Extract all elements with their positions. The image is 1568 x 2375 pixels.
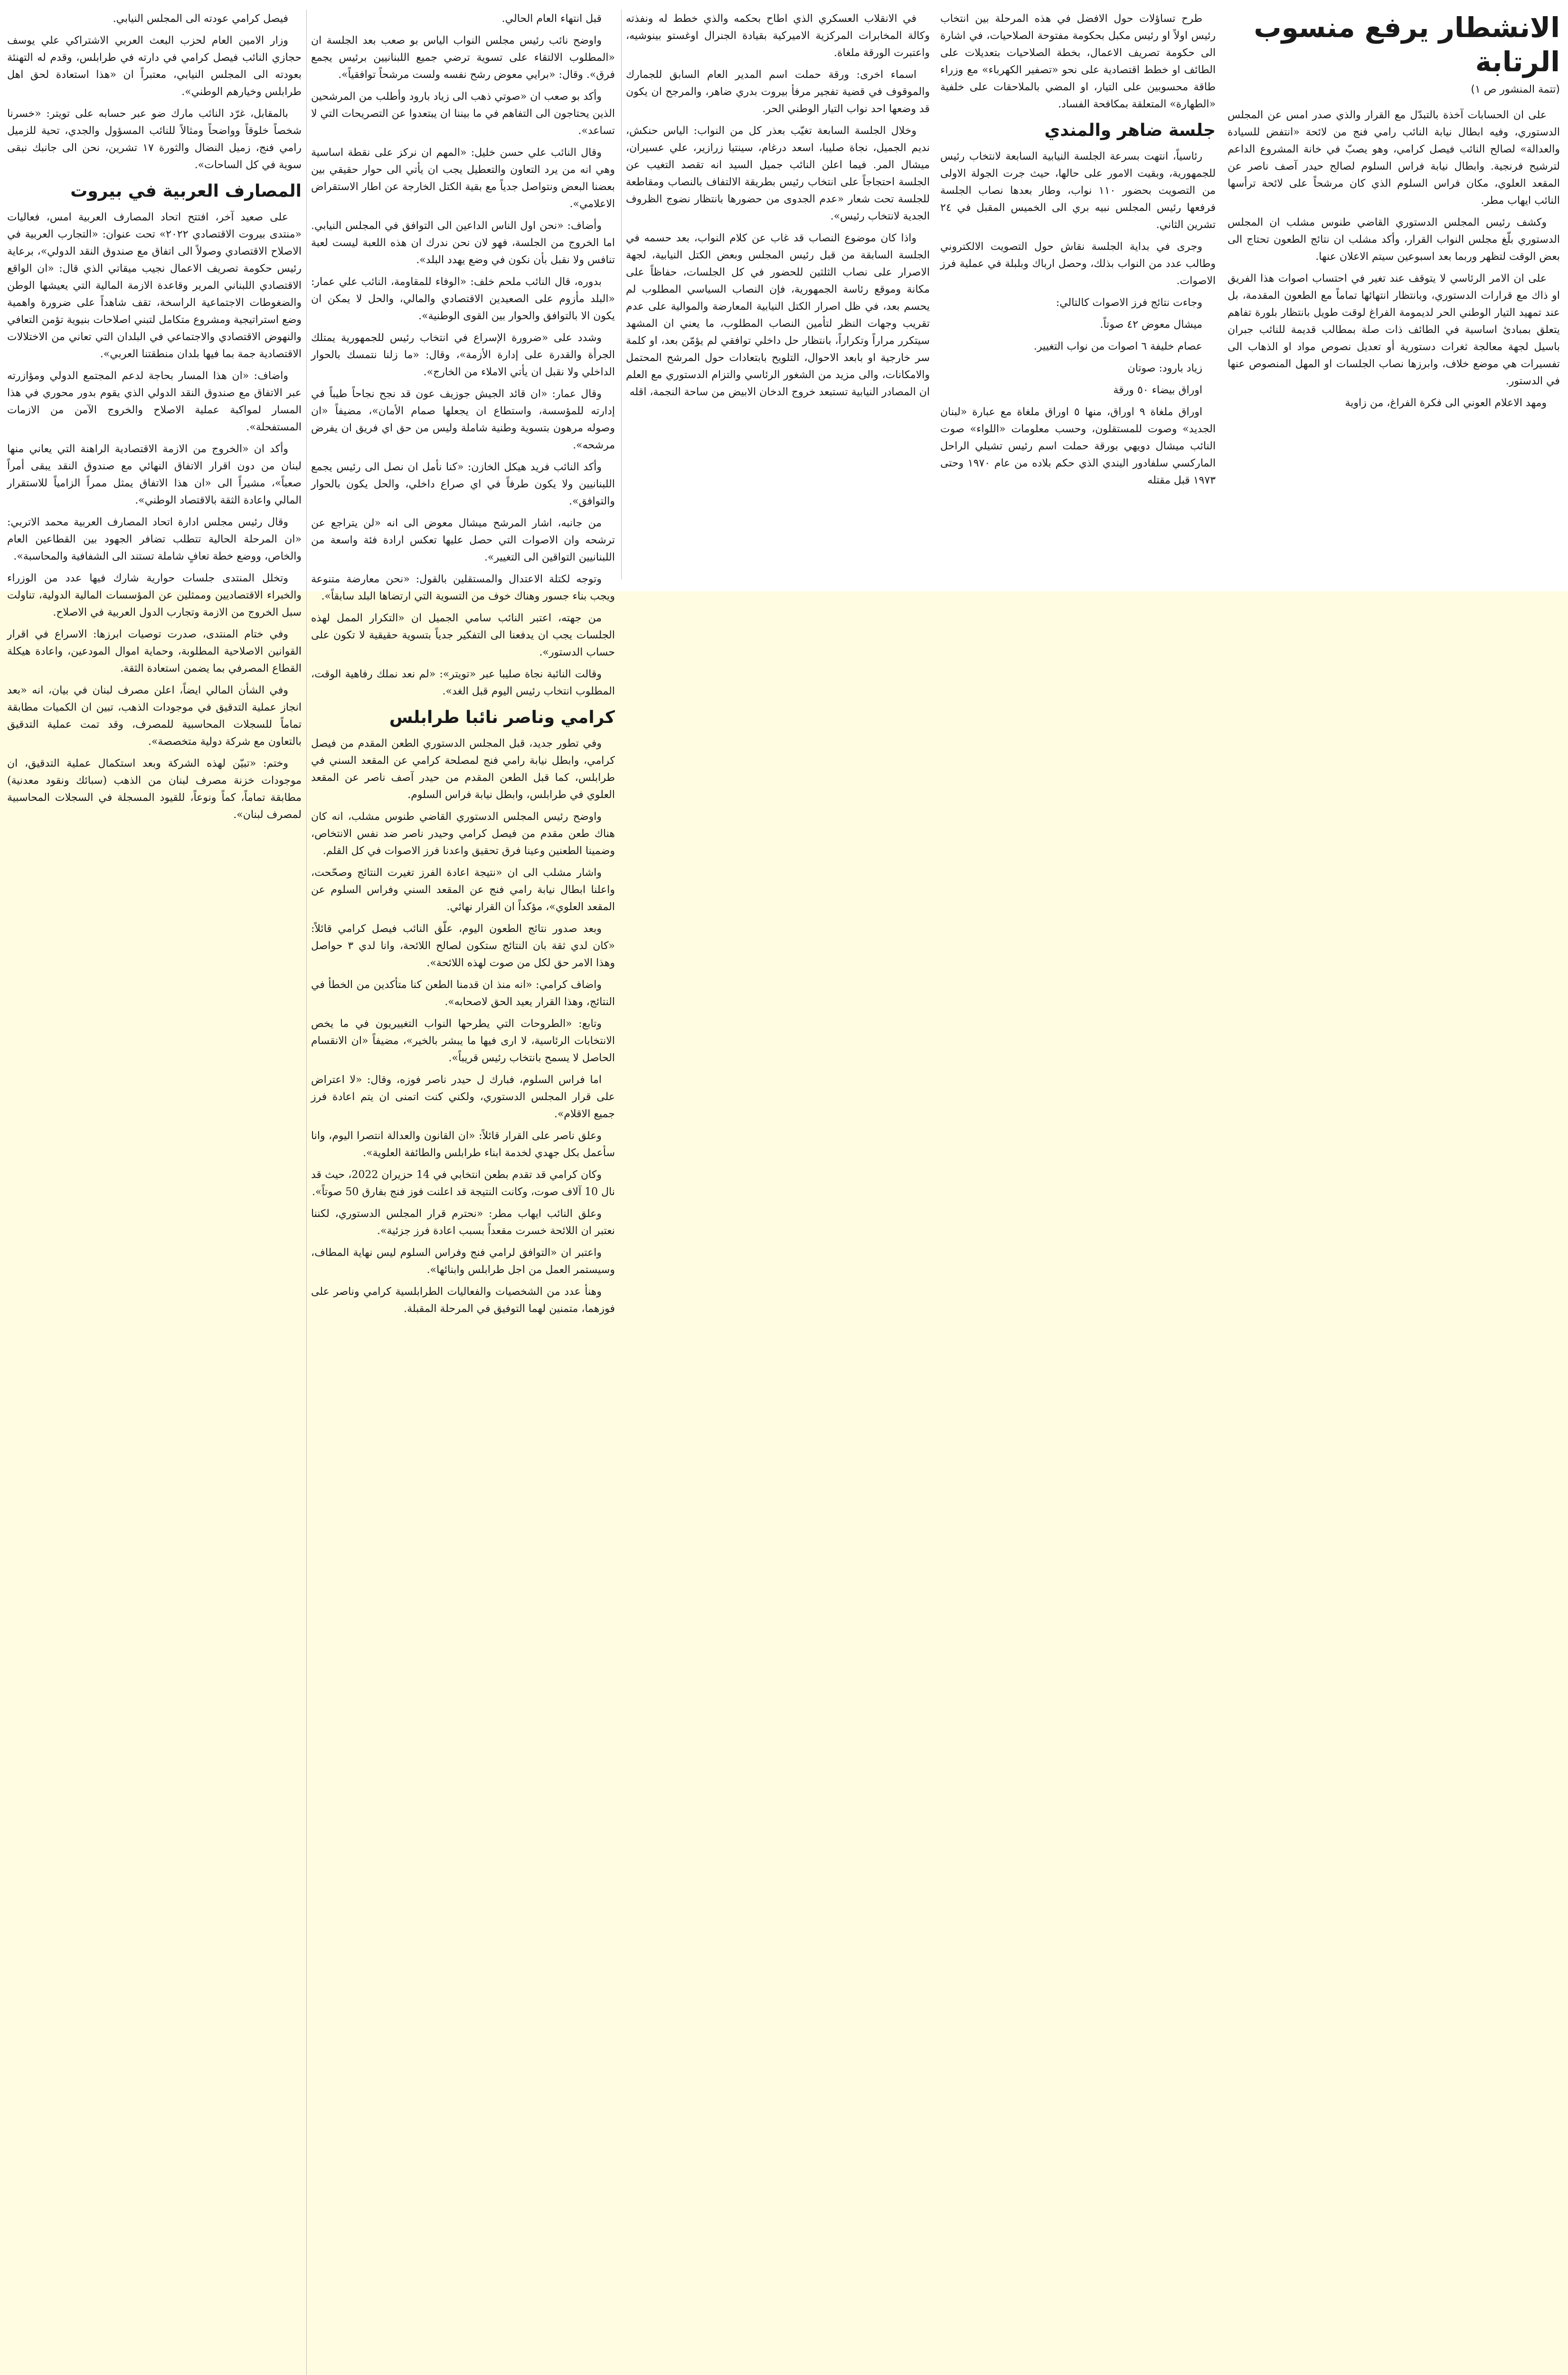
vote-result: اوراق بيضاء ٥٠ ورقة — [1113, 384, 1202, 396]
paragraph: واعتبر ان «التوافق لرامي فنج وفراس السلوم ليس نهاية المطاف، وسيستمر العمل من اجل طرابلس وابنائها». — [311, 1247, 615, 1276]
paragraph: واضاف كرامي: «انه منذ ان قدمنا الطعن كنا متأكدين من الخطأ في النتائج، وهذا القرار يعيد الحق لاصحابه». — [311, 979, 615, 1008]
paragraph: واضاف: «ان هذا المسار بحاجة لدعم المجتمع الدولي ومؤازرته عبر الاتفاق مع صندوق النقد الدولي الذي يقوم بدور محوري في هذا المسار لمواكبة عملية الاصلاح والخروج الآمن من الازمات المستفحلة». — [7, 370, 302, 433]
paragraph: اما فراس السلوم، فبارك ل حيدر ناصر فوزه، وقال: «لا اعتراض على قرار المجلس الدستوري، ولكني كنت اتمنى ان يتم اعادة فرز جميع الاقلام». — [311, 1074, 615, 1120]
paragraph: وقالت النائبة نجاة صليبا عبر «تويتر»: «لم نعد نملك رفاهية الوقت، المطلوب انتخاب رئيس اليوم قبل الغد». — [311, 668, 615, 697]
paragraph: وبعد صدور نتائج الطعون اليوم، علّق النائب فيصل كرامي قائلاً: «كان لدي ثقة بان النتائج ستكون لصالح اللائحة، وانا لدي ٣ حواصل وهذا الامر حق لكل من صوت لهذه اللائحة». — [311, 923, 615, 969]
article-column-4 — [311, 10, 615, 1322]
section-heading: جلسة ضاهر والمندي — [1044, 121, 1216, 140]
paragraph: وقال النائب علي حسن خليل: «المهم ان نركز على نقطة اساسية وهي انه من يرد التعاون والتعطيل يجب ان يأتي الى حوار حقيقي بين بعضنا البعض ونتواصل جدياً مع بقية الكتل الخارجة عن اطار الاستقراض الاعلامي». — [311, 147, 615, 210]
paragraph: اسماء اخرى: ورقة حملت اسم المدير العام السابق للجمارك والموقوف في قضية تفجير مرفأ بيروت بدري ضاهر، والمرجح ان يكون قد وضعها احد نواب التيار الوطني الحر. — [626, 69, 930, 115]
paragraph: وفي تطور جديد، قبل المجلس الدستوري الطعن المقدم من فيصل كرامي، وابطل نيابة رامي فنج لمصلحة كرامي عن المقعد السني في طرابلس، كما قبل الطعن المقدم من حيدر آصف ناصر عن المقعد العلوي في طرابلس، وابطل نيابة فراس السلوم. — [311, 738, 615, 801]
article-column-1 — [1228, 10, 1560, 417]
column-divider — [621, 10, 622, 580]
paragraph: وتابع: «الطروحات التي يطرحها النواب التغييريون في ما يخص الانتخابات الرئاسية، لا ارى فيها ما يبشر بالخير»، مضيفاً «ان الانقسام الحاصل لا يسمح بانتخاب رئيس قريباً». — [311, 1018, 615, 1064]
paragraph: على ان الحسابات آخذة بالتبدّل مع القرار والذي صدر امس عن المجلس الدستوري، وفيه ابطال نيابة النائب رامي فنج من لائحة «انتفض للسيادة والعدالة» لصالح النائب فيصل كرامي، وهو يصبّ في خانة المشروع الداعم لترشيح فرنجية. وابطال نيابة فراس السلوم لصالح حيدر آصف ناصر عن المقعد العلوي، مكان فراس السلوم الذي كان مرشحاً على لائحة ترأسها النائب ايهاب مطر. — [1228, 109, 1560, 207]
paragraph: وكان كرامي قد تقدم بطعن انتخابي في 14 حزيران 2022، حيث قد نال 10 آلاف صوت، وكانت النتيجة قد اعلنت فوز فنج بفارق 50 صوتاً». — [311, 1169, 615, 1198]
vote-result: ميشال معوض ٤٢ صوتاً. — [1100, 319, 1202, 331]
paragraph: وتخلل المنتدى جلسات حوارية شارك فيها عدد من الوزراء والخبراء الاقتصاديين وممثلين عن المؤسسات المالية الدولية، تناولت سبل الخروج من الازمة وتجارب الدول العربية في الاصلاح. — [7, 572, 302, 618]
paragraph: وفي ختام المنتدى، صدرت توصيات ابرزها: الاسراع في اقرار القوانين الاصلاحية المطلوبة، وحماية اموال المودعين، واعادة هيكلة القطاع المصرفي بما يضمن استعادة الثقة. — [7, 628, 302, 674]
paragraph: وختم: «تبيّن لهذه الشركة وبعد استكمال عملية التدقيق، ان موجودات خزنة مصرف لبنان من الذهب (سبائك ونقود معدنية) مطابقة تماماً، كماً ونوعاً، للقيود المسجلة في السجلات المحاسبية لمصرف لبنان». — [7, 758, 302, 821]
paragraph: على ان الامر الرئاسي لا يتوقف عند تغير في احتساب اصوات هذا الفريق او ذاك مع قرارات الدستوري، وبانتظار انتهائها تماماً مع الطعون المقدمة، بل عند تمهيد التيار الوطني الحر لديمومة الفراغ لوقت طويل بانتظار بلورة تفاهم يتعلق بمبادئ اساسية في الطائف ذات صلة بمطالب قديمة للنائب جبران باسيل لجهة معالجة ثغرات دستورية أو تعديل نصوص مواد او الذهاب الى تفسيرات هي موضع خلاف، وابرزها نصاب الجلسات او المهل المنصوص عنها في الدستور. — [1228, 273, 1560, 387]
paragraph: وعلق النائب ايهاب مطر: «نحترم قرار المجلس الدستوري، لكننا نعتبر ان اللائحة خسرت مقعداً بسبب اعادة فرز جزئية». — [311, 1208, 615, 1237]
paragraph: على صعيد آخر، افتتح اتحاد المصارف العربية امس، فعاليات «منتدى بيروت الاقتصادي ٢٠٢٢» تحت عنوان: «التجارب العربية في الاصلاح الاقتصادي وصولاً الى اتفاق مع صندوق النقد الدولي»، برعاية رئيس حكومة تصريف الاعمال نجيب ميقاتي الذي قال: «ان الواقع الاقتصادي اللبناني المرير وقاعدة الازمة المالية التي يعيشها الوطن والضغوطات الاجتماعية الراسخة، تقف شاهداً على ضرورة واهمية وضع استراتيجية ومشروع متكامل لتبني اصلاحات بنيوية تؤمن التعافي والنهوض الاقتصادي والاجتماعي في البلدان التي تعاني من الاختلالات الاقتصادية جمة بما فيها بلدان منطقتنا العربي». — [7, 211, 302, 360]
article-column-3 — [626, 10, 930, 406]
paragraph: واشار مشلب الى ان «نتيجة اعادة الفرز تغيرت النتائج وصحّحت، واعلنا ابطال نيابة رامي فنج عن المقعد السني وفراس السلوم عن المقعد العلوي»، مؤكداً ان القرار نهائي. — [311, 867, 615, 913]
article-headline: الانشطار يرفع منسوب الرتابة — [1254, 11, 1560, 78]
paragraph: اوراق ملغاة ٩ اوراق، منها ٥ اوراق ملغاة مع عبارة «لبنان الجديد» وصوت للمستقلون، وحسب معلومات «اللواء» صوت النائب ميشال دويهي بورقة حملت اسم رئيس تشيلي الراحل الماركسي سلفادور اليندي الذي حكم بلاده من عام ١٩٧٠ وحتى ١٩٧٣ قبل مقتله — [940, 406, 1216, 486]
paragraph: من جانبه، اشار المرشح ميشال معوض الى انه «لن يتراجع عن ترشحه وان الاصوات التي حصل عليها تعكس ارادة فئة واسعة من اللبنانيين التواقين الى التغيير». — [311, 517, 615, 563]
highlight-background — [0, 591, 1568, 2375]
paragraph: في الانقلاب العسكري الذي اطاح بحكمه والذي خطط له ونفذته وكالة المخابرات المركزية الاميركية بقيادة الجنرال اوغستو بينوشيه، واعتبرت الورقة ملغاة. — [626, 13, 930, 59]
paragraph: وزار الامين العام لحزب البعث العربي الاشتراكي علي يوسف حجازي النائب فيصل كرامي في دارته في طرابلس، وقدم له التهنئة بعودته الى المجلس النيابي، معتبراً ان «هذا استعادة لحق اهل طرابلس وخيارهم الوطني». — [7, 35, 302, 98]
paragraph: وكشف رئيس المجلس الدستوري القاضي طنوس مشلب ان المجلس الدستوري بلّغ مجلس النواب القرار، وأكد مشلب ان نتائج الطعون تحتاج الى بعض الوقت لتظهر وربما بعد اسبوعين سيتم الاعلان عنها. — [1228, 217, 1560, 263]
paragraph: وأكد النائب فريد هيكل الخازن: «كنا نأمل ان نصل الى رئيس يجمع اللبنانيين ولا يكون طرفاً في اي صراع داخلي، والحل يكون بالحوار والتوافق». — [311, 461, 615, 507]
paragraph: بالمقابل، غرّد النائب مارك ضو عبر حسابه على تويتر: «خسرنا شخصاً خلوقاً وواضحاً ومثالاً للنائب المسؤول والجدي، تحية للزميل رامي فنج، زميل النضال والثورة ١٧ تشرين، نحن الى جانبك نبقى سوية في كل الساحات». — [7, 108, 302, 171]
vote-result: زياد بارود: صوتان — [1127, 362, 1202, 374]
paragraph: واوضح رئيس المجلس الدستوري القاضي طنوس مشلب، انه كان هناك طعن مقدم من فيصل كرامي وحيدر ناصر ضد نفس الانتخاص، وضمينا الطعنين وعينا فرق تحقيق واعدنا فرز الاصوات في كل القلم. — [311, 811, 615, 857]
paragraph: قبل انتهاء العام الحالي. — [501, 13, 602, 25]
paragraph: بدوره، قال النائب ملحم خلف: «الوفاء للمقاومة، النائب علي عمار: «البلد مأزوم على الصعيدين الاقتصادي والمالي، والحل لا يمكن ان يكون الا بالتوافق والحوار بين القوى الوطنية». — [311, 276, 615, 322]
paragraph: طرح تساؤلات حول الافضل في هذه المرحلة بين انتخاب رئيس اولاً او رئيس مكبل بحكومة مفتوحة الصلاحيات، في اشارة الى حكومة تصريف الاعمال، بخطة الصلاحيات بتعديلات على الطائف او خطط اقتصادية على نحو «تصفير الكهرباء» مع وزراء طاقة محسوبين على التيار، او المضي بالملاحقات على خلفية «الطهارة» المتعلقة بمكافحة الفساد. — [940, 13, 1216, 110]
paragraph: من جهته، اعتبر النائب سامي الجميل ان «التكرار الممل لهذه الجلسات يجب ان يدفعنا الى التفكير جدياً بتسوية حقيقية لا تكون على حساب الدستور». — [311, 612, 615, 658]
paragraph: وشدد على «ضرورة الإسراع في انتخاب رئيس للجمهورية يمتلك الجرأة والقدرة على إدارة الأزمة»، وقال: «ما زلنا نتمسك بالحوار الداخلي ولا نقبل ان يأتي الاملاء من الخارج». — [311, 332, 615, 378]
section-heading: كرامي وناصر نائبا طرابلس — [389, 708, 615, 727]
paragraph: وقال عمار: «ان قائد الجيش جوزيف عون قد نجح نجاحاً طيباً في إدارته للمؤسسة، واستطاع ان يجعلها صمام الأمان»، مضيفاً «ان وصوله مرهون بتسوية وطنية شاملة وليس من حق اي فريق ان يفرض مرشحه». — [311, 388, 615, 451]
paragraph: وجرى في بداية الجلسة نقاش حول التصويت الالكتروني وطالب عدد من النواب بذلك، وحصل ارباك وبلبلة في عملية فرز الاصوات. — [940, 241, 1216, 287]
paragraph: وجاءت نتائج فرز الاصوات كالتالي: — [1056, 297, 1202, 309]
vote-result: عصام خليفة ٦ اصوات من نواب التغيير. — [1033, 341, 1202, 352]
paragraph: واذا كان موضوع النصاب قد غاب عن كلام النواب، بعد حسمه في الجلسة السابقة من قبل رئيس المجلس وبعض الكتل النيابية، لجهة الاصرار على نصاب الثلثين للحضور في كل الجلسات، حفاظاً على مكانة وموقع رئاسة الجمهورية، فإن النصاب السياسي المطلوب لم يحسم بعد، في ظل اصرار الكتل النيابية المعارضة والموالية على عدم تقريب وجهات النظر لتأمين النصاب المطلوب، ما يعني ان المشهد سيتكرر مراراً وتكراراً، بانتظار حل داخلي توافقي لم يؤمّن بعد، او كلمة سر خارجية او بابعد الاحوال، التلويح بابتعادات حول المرشح المحتمل والامكانات، والى مزيد من الشغور الرئاسي والتزام الدستوري مع العلم ان المصادر النيابية تستبعد خروج الدخان الابيض من ساحة النجمة، اقله — [626, 232, 930, 398]
article-column-2 — [940, 10, 1216, 494]
paragraph: واوضح نائب رئيس مجلس النواب الياس بو صعب بعد الجلسة ان «المطلوب الالتقاء على تسوية ترضي جميع اللبنانيين برئيس يجمع فرق». وقال: «برايي معوض رشح نفسه ولست مرشحاً توافقياً». — [311, 35, 615, 81]
paragraph: وفي الشأن المالي ايضاً، اعلن مصرف لبنان في بيان، انه «بعد انجاز عملية التدقيق في موجودات الذهب، تبين ان الكميات مطابقة تماماً للسجلات المحاسبية للمصرف، وقد تمت عملية التدقيق بالتعاون مع شركة دولية متخصصة». — [7, 684, 302, 748]
paragraph: وهنأ عدد من الشخصيات والفعاليات الطرابلسية كرامي وناصر على فوزهما، متمنين لهما التوفيق في المرحلة المقبلة. — [311, 1286, 615, 1315]
column-divider — [306, 10, 307, 2375]
paragraph: وتوجه لكتلة الاعتدال والمستقلين بالقول: «نحن معارضة متنوعة ويجب بناء جسور وهناك خوف من التسوية التي ارتضاها البلد سابقاً». — [311, 573, 615, 602]
paragraph: وأضاف: «نحن اول الناس الداعين الى التوافق في المجلس النيابي. اما الخروج من الجلسة، فهو لان نحن ندرك ان هذه اللعبة ليست لعبة تنافس ولا نقبل بأن نكون في وضع يهدد البلد». — [311, 220, 615, 266]
paragraph: وعلق ناصر على القرار قائلاً: «ان القانون والعدالة انتصرا اليوم، وانا سأعمل بكل جهدي لخدمة ابناء طرابلس والطائفة العلوية». — [311, 1130, 615, 1159]
paragraph: وقال رئيس مجلس ادارة اتحاد المصارف العربية محمد الاتربي: «ان المرحلة الحالية تتطلب تضافر الجهود بين القطاعين العام والخاص، ووضع خطة تعافٍ شاملة تستند الى الشفافية والمحاسبة». — [7, 516, 302, 562]
article-subtitle: (تتمة المنشور ص ١) — [1471, 84, 1560, 95]
paragraph: وأكد ان «الخروج من الازمة الاقتصادية الراهنة التي يعاني منها لبنان من دون اقرار الاتفاق النهائي مع صندوق النقد يبقى أمراً صعباً»، مشيراً الى «ان هذا الاتفاق يمثل ممراً الزامياً للاستقرار المالي واعادة الثقة بالاقتصاد الوطني». — [7, 443, 302, 506]
paragraph: ومهد الاعلام العوني الى فكرة الفراغ، من زاوية — [1345, 397, 1547, 409]
article-column-5 — [7, 10, 302, 828]
paragraph: وخلال الجلسة السابعة تغيّب بعذر كل من النواب: الياس حنكش، نديم الجميل، نجاة صليبا، اسعد درغام، سينتيا زرازير، علي عسيران، ميشال المر. فيما اعلن النائب جميل السيد انه تقصد التغيب عن الجلسة احتجاجاً على انتخاب رئيس بطريقة الالتفاف بالنصاب ومقاطعة للجلسة تحت شعار «عدم الجدوى من حضورها بانتظار نضوج الظروف الجدية لانتخاب رئيس». — [626, 125, 930, 222]
paragraph: وأكد بو صعب ان «صوتي ذهب الى زياد بارود وأطلب من المرشحين الذين يحتاجون الى التفاهم في ما بيننا ان يبتعدوا عن التصريحات التي لا تساعد». — [311, 91, 615, 137]
paragraph: رئاسياً، انتهت بسرعة الجلسة النيابية السابعة لانتخاب رئيس للجمهورية، وبقيت الامور على حالها، حيث جرت الجولة الاولى من التصويت بحضور ١١٠ نواب، وطار بعدها نصاب الجلسة فرفعها رئيس المجلس نبيه بري الى الخميس المقبل في ٢٤ تشرين الثاني. — [940, 151, 1216, 231]
section-heading: المصارف العربية في بيروت — [70, 181, 302, 201]
paragraph: فيصل كرامي عودته الى المجلس النيابي. — [113, 13, 288, 25]
